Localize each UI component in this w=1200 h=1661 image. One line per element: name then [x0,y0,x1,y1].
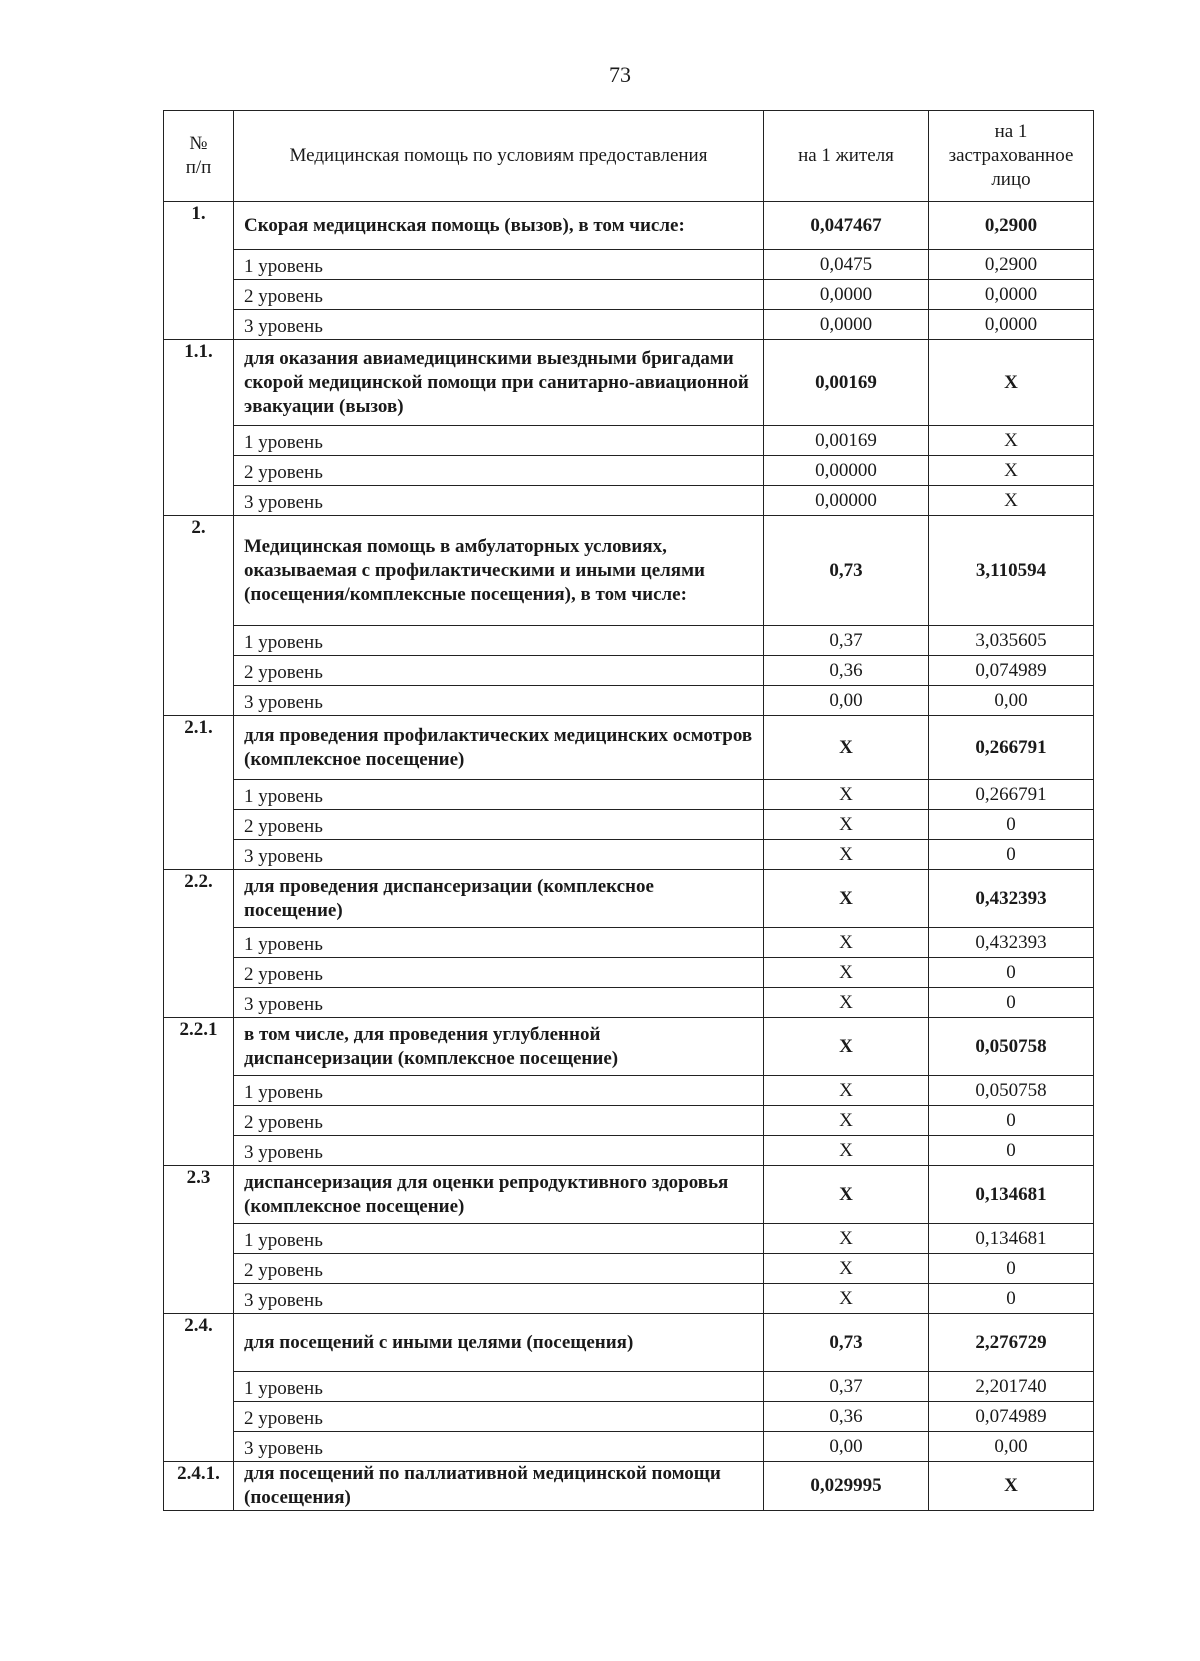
section-per-resident: 0,047467 [764,202,929,250]
section-row [164,1166,1094,1224]
level-per-resident: Х [764,928,929,958]
medical-care-table [163,110,1094,1511]
section-number: 2.3 [164,1166,234,1314]
level-per-resident: Х [764,1224,929,1254]
level-per-insured: 3,035605 [929,626,1094,656]
level-per-resident: Х [764,1284,929,1314]
level-name: 3 уровень [234,310,764,340]
section-name: для посещений по паллиативной медицинской помощи (посещения) [234,1462,764,1511]
level-per-insured: 0,2900 [929,250,1094,280]
table-body [164,202,1094,1511]
level-per-resident: Х [764,988,929,1018]
level-per-insured: 0 [929,1106,1094,1136]
level-row [164,1136,1094,1166]
level-per-insured: 0,050758 [929,1076,1094,1106]
level-name: 3 уровень [234,1284,764,1314]
header-per-insured: на 1 застрахованное лицо [929,111,1094,202]
level-name: 1 уровень [234,1372,764,1402]
level-row [164,1432,1094,1462]
header-per-resident: на 1 жителя [764,111,929,202]
level-per-insured: 0 [929,988,1094,1018]
section-per-insured: 2,276729 [929,1314,1094,1372]
header-num: № п/п [164,111,234,202]
level-row [164,250,1094,280]
level-per-insured: 0,074989 [929,656,1094,686]
level-row [164,1224,1094,1254]
level-name: 1 уровень [234,928,764,958]
level-per-resident: Х [764,840,929,870]
level-per-resident: Х [764,1254,929,1284]
level-per-insured: 2,201740 [929,1372,1094,1402]
section-row [164,716,1094,780]
level-row [164,456,1094,486]
level-per-resident: 0,36 [764,656,929,686]
section-name: в том числе, для проведения углубленной диспансеризации (комплексное посещение) [234,1018,764,1076]
level-name: 2 уровень [234,280,764,310]
section-name: для посещений с иными целями (посещения) [234,1314,764,1372]
level-row [164,486,1094,516]
level-per-insured: 0,0000 [929,310,1094,340]
level-row [164,988,1094,1018]
level-per-insured: 0 [929,1254,1094,1284]
section-name: для проведения диспансеризации (комплексное посещение) [234,870,764,928]
level-name: 2 уровень [234,958,764,988]
level-per-resident: 0,37 [764,626,929,656]
section-row [164,1462,1094,1511]
section-per-resident: 0,73 [764,516,929,626]
section-number: 2. [164,516,234,716]
section-per-insured: Х [929,1462,1094,1511]
level-per-resident: 0,00169 [764,426,929,456]
level-row [164,1106,1094,1136]
section-row [164,202,1094,250]
level-per-resident: 0,0000 [764,310,929,340]
level-row [164,626,1094,656]
section-name: для проведения профилактических медицинских осмотров (комплексное посещение) [234,716,764,780]
level-per-insured: 0,432393 [929,928,1094,958]
level-name: 2 уровень [234,456,764,486]
level-per-insured: 0 [929,810,1094,840]
section-name: диспансеризация для оценки репродуктивного здоровья (комплексное посещение) [234,1166,764,1224]
level-per-insured: 0 [929,1284,1094,1314]
level-per-insured: 0,00 [929,686,1094,716]
section-number: 1. [164,202,234,340]
level-name: 1 уровень [234,250,764,280]
section-number: 2.4.1. [164,1462,234,1511]
level-per-resident: 0,0000 [764,280,929,310]
level-per-insured: 0,0000 [929,280,1094,310]
level-per-resident: Х [764,958,929,988]
section-per-resident: Х [764,1018,929,1076]
level-name: 3 уровень [234,840,764,870]
level-name: 3 уровень [234,686,764,716]
level-per-insured: 0,00 [929,1432,1094,1462]
level-row [164,780,1094,810]
section-per-resident: 0,00169 [764,340,929,426]
level-row [164,1372,1094,1402]
level-name: 1 уровень [234,626,764,656]
level-per-insured: Х [929,486,1094,516]
level-row [164,280,1094,310]
level-row [164,1284,1094,1314]
level-name: 3 уровень [234,486,764,516]
level-row [164,1254,1094,1284]
level-row [164,426,1094,456]
level-per-insured: 0,134681 [929,1224,1094,1254]
level-per-resident: Х [764,1136,929,1166]
level-per-resident: 0,0475 [764,250,929,280]
level-per-insured: Х [929,426,1094,456]
level-name: 3 уровень [234,1432,764,1462]
section-per-insured: 3,110594 [929,516,1094,626]
section-name: для оказания авиамедицинскими выездными бригадами скорой медицинской помощи при санитарно-авиационной эвакуации (вызов) [234,340,764,426]
level-row [164,928,1094,958]
section-row [164,1018,1094,1076]
section-per-resident: 0,73 [764,1314,929,1372]
level-name: 2 уровень [234,1402,764,1432]
level-name: 1 уровень [234,1224,764,1254]
section-per-insured: Х [929,340,1094,426]
section-per-insured: 0,266791 [929,716,1094,780]
level-row [164,840,1094,870]
level-per-insured: 0 [929,840,1094,870]
level-per-resident: 0,00000 [764,486,929,516]
level-row [164,958,1094,988]
section-per-insured: 0,2900 [929,202,1094,250]
level-row [164,656,1094,686]
section-row [164,516,1094,626]
level-per-insured: Х [929,456,1094,486]
level-name: 3 уровень [234,1136,764,1166]
section-per-resident: Х [764,1166,929,1224]
level-per-resident: Х [764,1076,929,1106]
level-row [164,686,1094,716]
section-per-insured: 0,050758 [929,1018,1094,1076]
section-number: 2.2.1 [164,1018,234,1166]
level-per-insured: 0,266791 [929,780,1094,810]
level-per-resident: 0,36 [764,1402,929,1432]
level-per-insured: 0,074989 [929,1402,1094,1432]
section-row [164,340,1094,426]
level-per-insured: 0 [929,1136,1094,1166]
level-name: 2 уровень [234,656,764,686]
section-number: 2.4. [164,1314,234,1462]
level-row [164,810,1094,840]
level-name: 2 уровень [234,1106,764,1136]
level-per-resident: 0,00000 [764,456,929,486]
level-per-resident: Х [764,810,929,840]
level-name: 3 уровень [234,988,764,1018]
section-number: 2.1. [164,716,234,870]
section-row [164,870,1094,928]
level-per-resident: 0,00 [764,686,929,716]
level-per-insured: 0 [929,958,1094,988]
level-per-resident: Х [764,780,929,810]
level-row [164,1076,1094,1106]
level-row [164,310,1094,340]
section-number: 2.2. [164,870,234,1018]
header-name: Медицинская помощь по условиям предоставления [234,111,764,202]
page-number: 73 [609,62,631,87]
level-name: 1 уровень [234,780,764,810]
section-per-resident: Х [764,870,929,928]
level-per-resident: Х [764,1106,929,1136]
level-name: 1 уровень [234,1076,764,1106]
section-per-insured: 0,134681 [929,1166,1094,1224]
section-per-resident: Х [764,716,929,780]
section-number: 1.1. [164,340,234,516]
level-name: 2 уровень [234,1254,764,1284]
section-per-insured: 0,432393 [929,870,1094,928]
section-name: Медицинская помощь в амбулаторных условиях, оказываемая с профилактическими и иными целями (посещения/комплексные посещения), в том числе: [234,516,764,626]
section-row [164,1314,1094,1372]
level-per-resident: 0,37 [764,1372,929,1402]
level-row [164,1402,1094,1432]
level-per-resident: 0,00 [764,1432,929,1462]
level-name: 1 уровень [234,426,764,456]
table-header-row [164,111,1094,202]
section-name: Скорая медицинская помощь (вызов), в том числе: [234,202,764,250]
section-per-resident: 0,029995 [764,1462,929,1511]
level-name: 2 уровень [234,810,764,840]
